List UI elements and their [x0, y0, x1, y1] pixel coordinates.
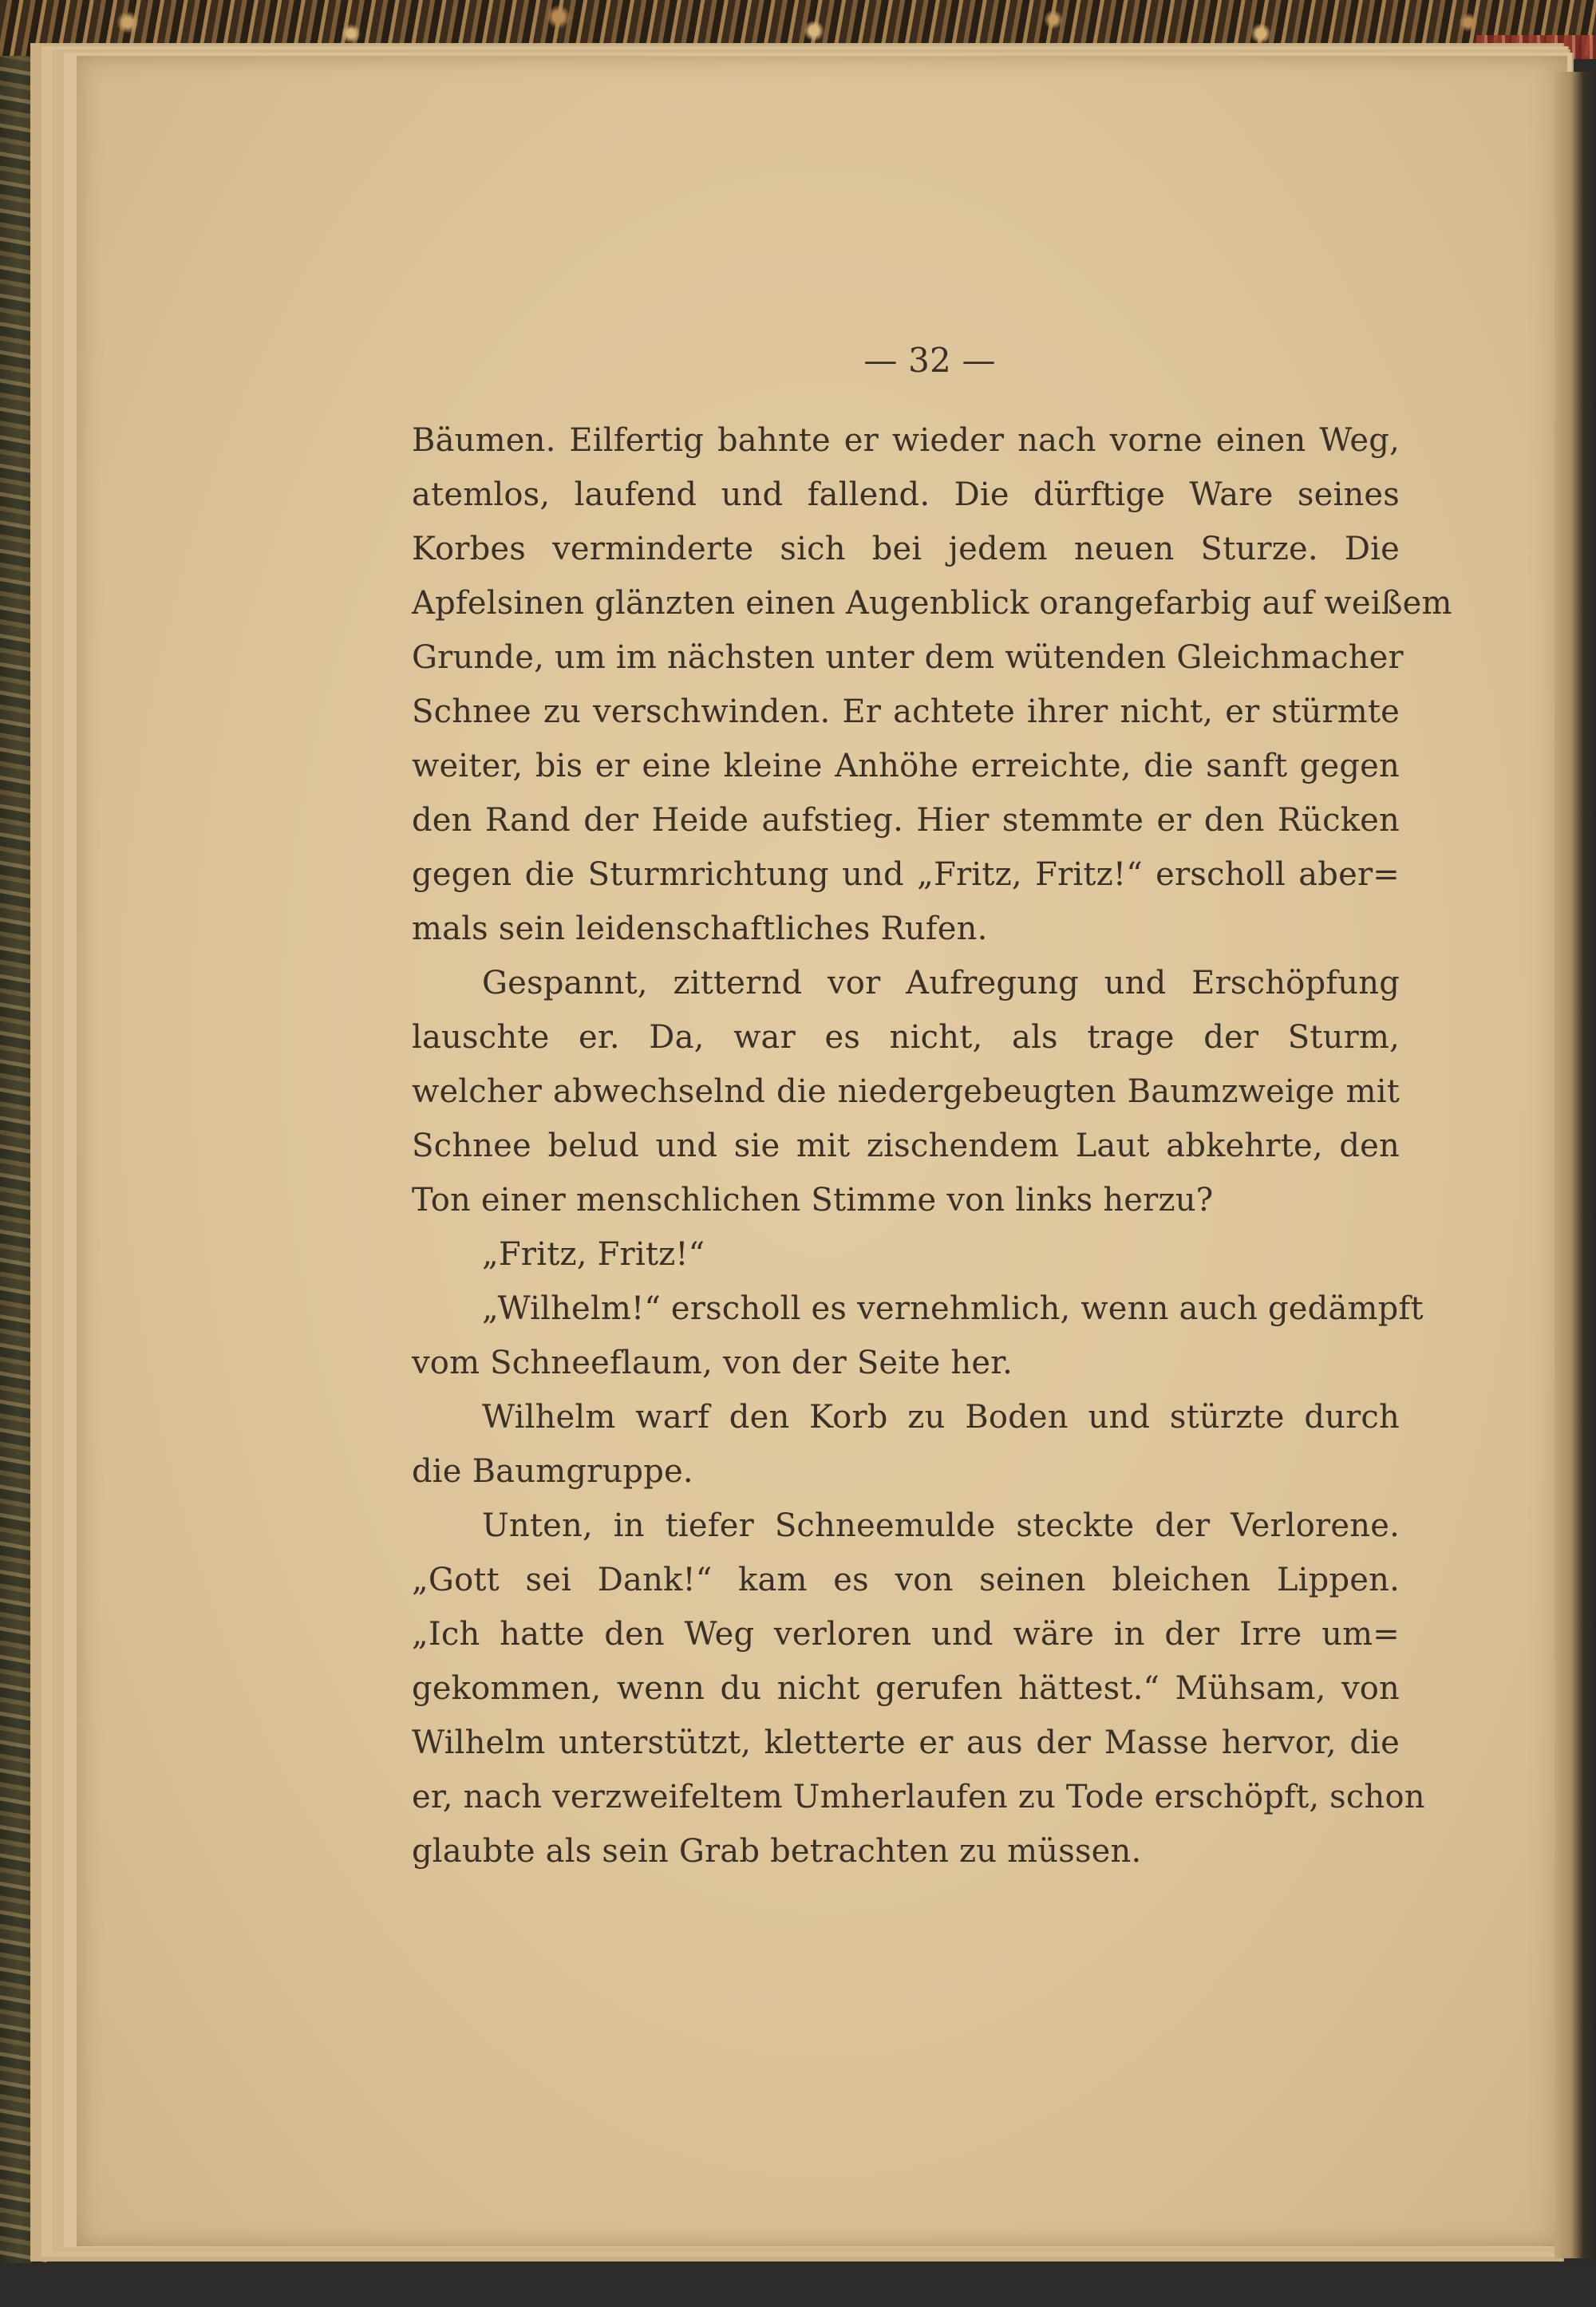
text-line: Schnee belud und sie mit zischendem Laut abkehrte, den: [412, 1128, 1400, 1164]
text-line: den Rand der Heide aufstieg. Hier stemmte er den Rücken: [412, 802, 1400, 839]
page-right-edge: [1555, 72, 1596, 2258]
text-line: weiter, bis er eine kleine Anhöhe erreichte, die sanft gegen: [412, 748, 1400, 784]
text-line: Ton einer menschlichen Stimme von links herzu?: [412, 1182, 1214, 1219]
page-number: — 32 —: [863, 341, 996, 380]
text-line: Wilhelm warf den Korb zu Boden und stürzte durch: [482, 1399, 1400, 1436]
text-line: vom Schneeflaum, von der Seite her.: [412, 1345, 1013, 1381]
text-line: atemlos, laufend und fallend. Die dürftige Ware seines: [412, 476, 1400, 513]
cloth-spine-edge: [0, 0, 32, 2307]
text-line: gegen die Sturmrichtung und „Fritz, Fritz!“ erscholl aber=: [412, 856, 1400, 893]
text-line: „Fritz, Fritz!“: [482, 1236, 705, 1273]
scan-background-bottom: [0, 2263, 1596, 2307]
text-line: Bäumen. Eilfertig bahnte er wieder nach vorne einen Weg,: [412, 422, 1400, 459]
text-line: Gespannt, zitternd vor Aufregung und Erschöpfung: [482, 965, 1400, 1001]
text-line: er, nach verzweifeltem Umherlaufen zu Tode erschöpft, schon: [412, 1779, 1425, 1815]
text-line: „Ich hatte den Weg verloren und wäre in der Irre um=: [412, 1616, 1400, 1653]
text-line: Korbes verminderte sich bei jedem neuen Sturze. Die: [412, 531, 1400, 567]
text-line: mals sein leidenschaftliches Rufen.: [412, 911, 988, 947]
text-line: Schnee zu verschwinden. Er achtete ihrer nicht, er stürmte: [412, 693, 1400, 730]
text-line: Apfelsinen glänzten einen Augenblick orangefarbig auf weißem: [412, 585, 1452, 622]
text-line: glaubte als sein Grab betrachten zu müssen.: [412, 1833, 1142, 1870]
text-line: Unten, in tiefer Schneemulde steckte der Verlorene.: [482, 1507, 1400, 1544]
text-line: lauschte er. Da, war es nicht, als trage der Sturm,: [412, 1019, 1400, 1056]
text-line: die Baumgruppe.: [412, 1453, 693, 1490]
text-line: welcher abwechselnd die niedergebeugten Baumzweige mit: [412, 1073, 1400, 1110]
text-line: „Gott sei Dank!“ kam es von seinen bleichen Lippen.: [412, 1562, 1400, 1598]
text-line: „Wilhelm!“ erscholl es vernehmlich, wenn auch gedämpft: [482, 1290, 1424, 1327]
text-line: Grunde, um im nächsten unter dem wütenden Gleichmacher: [412, 639, 1404, 676]
text-line: gekommen, wenn du nicht gerufen hättest.“ Mühsam, von: [412, 1670, 1400, 1707]
text-line: Wilhelm unterstützt, kletterte er aus der Masse hervor, die: [412, 1724, 1400, 1761]
